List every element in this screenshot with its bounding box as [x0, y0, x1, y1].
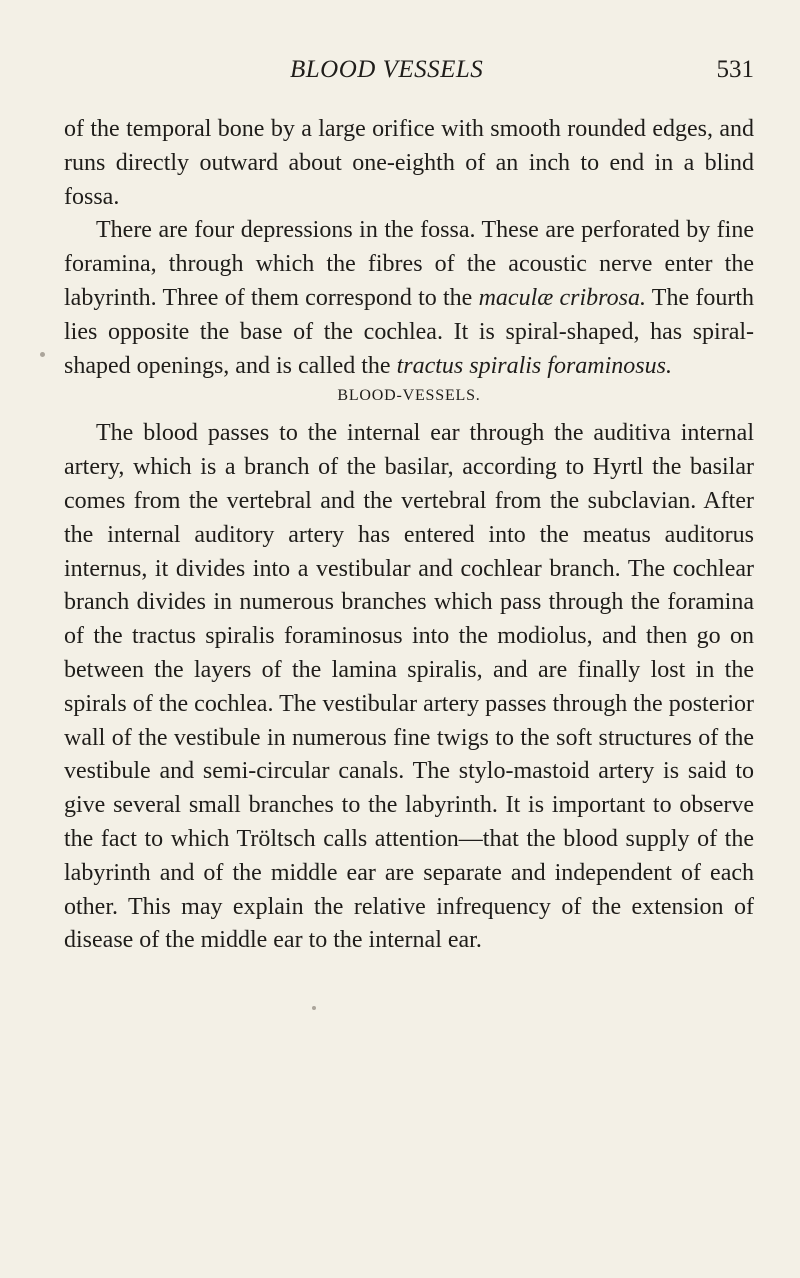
running-head: BLOOD VESSELS [290, 56, 484, 83]
page-header [64, 56, 754, 88]
paragraph-2-text-a: There are four depressions in the fossa. These are perforated by fine foramina, through which the fibres of the acoustic nerve enter the labyrinth. Three of them correspond to the [64, 217, 754, 311]
section-heading: BLOOD-VESSELS. [337, 387, 481, 405]
page-number: 531 [716, 56, 754, 83]
paragraph-2-text-b: The fourth lies opposite the base of the cochlea. It is spiral-shaped, has spiral-shaped openings, and is called the [64, 284, 754, 379]
paragraph-1: of the temporal bone by a large orifice with smooth rounded edges, and runs directly outward about one-eighth of an inch to end in a blind fossa. [64, 116, 754, 210]
tractus-spiralis-term: tractus spiralis foraminosus. [396, 352, 672, 379]
paragraph-2 [64, 214, 754, 383]
body-text [64, 113, 754, 958]
paragraph-3: The blood passes to the internal ear through the auditiva internal artery, which is a branch of the basilar, according to Hyrtl the basilar comes from the vertebral and the vertebral from the subclavian. After the internal auditory artery has entered into the meatus auditorus internus, it divides into a vestibular and cochlear branch. The cochlear branch divides in numerous branches which pass through the foramina of the tractus spiralis foraminosus into the modiolus, and then go on between the layers of the lamina spiralis, and are finally lost in the spirals of the cochlea. The vestibular artery passes through the posterior wall of the vestibule in numerous fine twigs to the soft structures of the vestibule and semi-circular canals. The stylo-mastoid artery is said to give several small branches to the labyrinth. It is important to observe the fact to which Tröltsch calls attention—that the blood supply of the labyrinth and of the middle ear are separate and independent of each other. This may explain the relative infrequency of the extension of disease of the middle ear to the internal ear. [64, 420, 754, 954]
maculae-cribrosa-term: maculæ cribrosa. [478, 284, 646, 311]
printing-mark [312, 1006, 316, 1010]
printing-mark [40, 352, 45, 357]
